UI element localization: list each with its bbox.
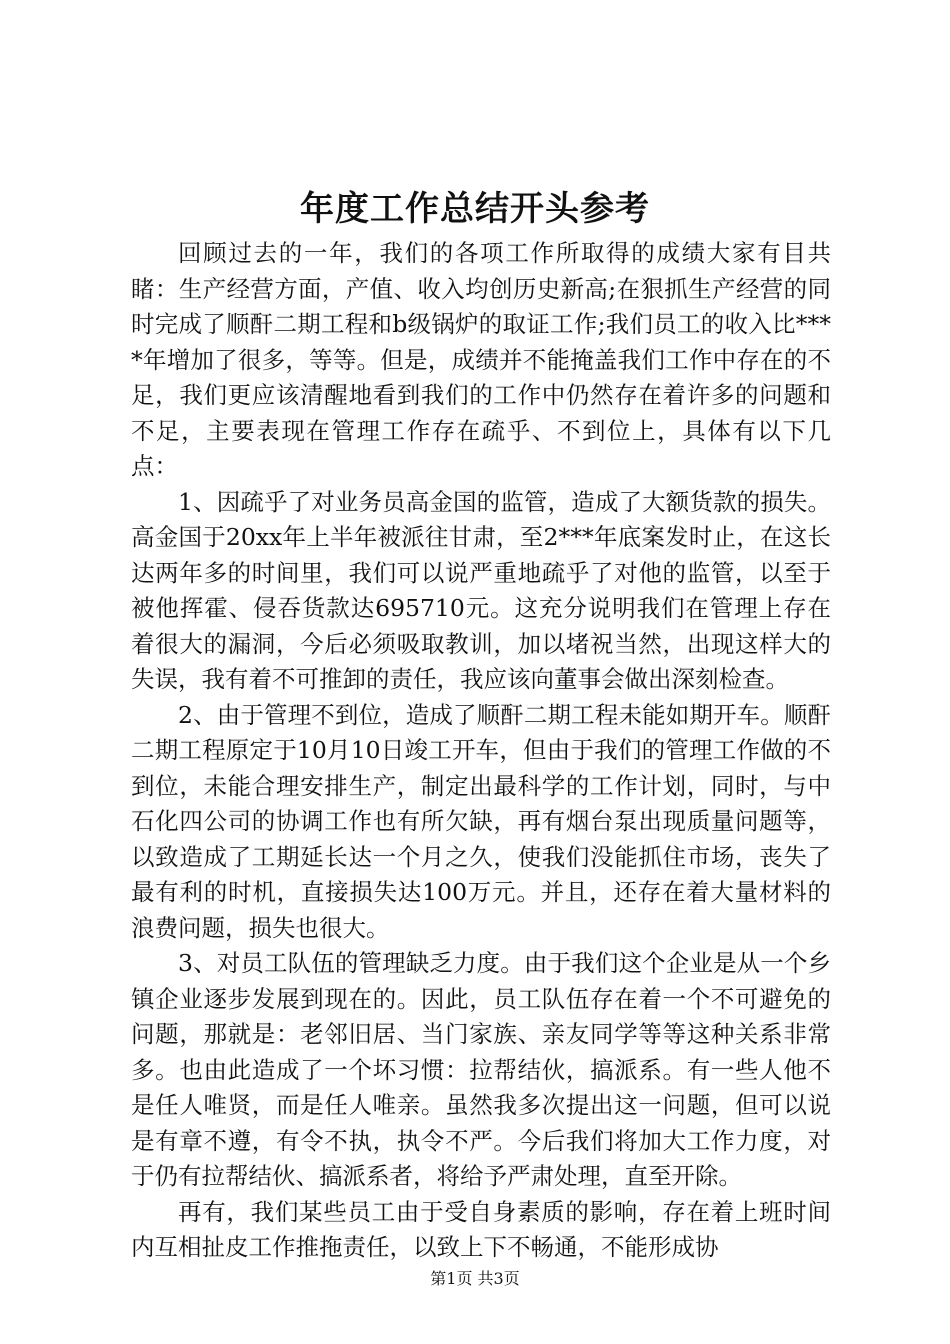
paragraph-point-3: 3、对员工队伍的管理缺乏力度。由于我们这个企业是从一个乡镇企业逐步发展到现在的。因此，员工队伍存在着一个不可避免的问题，那就是：老邻旧居、当门家族、亲友同学等等这种关系非常多。也由此造成了一个坏习惯：拉帮结伙，搞派系。有一些人他不是任人唯贤，而是任人唯亲。虽然我多次提出这一问题，但可以说是有章不遵，有令不执，执令不严。今后我们将加大工作力度，对于仍有拉帮结伙、搞派系者，将给予严肃处理，直至开除。 bbox=[131, 949, 831, 1190]
paragraph-point-2: 2、由于管理不到位，造成了顺酐二期工程未能如期开车。顺酐二期工程原定于10月10日竣工开车，但由于我们的管理工作做的不到位，未能合理安排生产，制定出最科学的工作计划，同时，与中石化四公司的协调工作也有所欠缺，再有烟台泵出现质量问题等，以致造成了工期延长达一个月之久，使我们没能抓住市场，丧失了最有利的时机，直接损失达100万元。并且，还存在着大量材料的浪费问题，损失也很大。 bbox=[131, 700, 831, 942]
paragraph-point-1: 1、因疏乎了对业务员高金国的监管，造成了大额货款的损失。高金国于20xx年上半年被派往甘肃，至2***年底案发时止，在这长达两年多的时间里，我们可以说严重地疏乎了对他的监管，以至于被他挥霍、侵吞货款达695710元。这充分说明我们在管理上存在着很大的漏洞，今后必须吸取教训，加以堵祝当然，出现这样大的失误，我有着不可推卸的责任，我应该向董事会做出深刻检查。 bbox=[131, 487, 831, 693]
document-title: 年度工作总结开头参考 bbox=[300, 189, 650, 229]
page-number-footer: 第1页 共3页 bbox=[430, 1269, 520, 1288]
paragraph-additional: 再有，我们某些员工由于受自身素质的影响，存在着上班时间内互相扯皮工作推拖责任，以致上下不畅通，不能形成协 bbox=[131, 1197, 831, 1261]
document-body bbox=[131, 236, 831, 1266]
paragraph-intro: 回顾过去的一年，我们的各项工作所取得的成绩大家有目共睹：生产经营方面，产值、收入均创历史新高;在狠抓生产经营的同时完成了顺酐二期工程和b级锅炉的取证工作;我们员工的收入比****年增加了很多，等等。但是，成绩并不能掩盖我们工作中存在的不足，我们更应该清醒地看到我们的工作中仍然存在着许多的问题和不足，主要表现在管理工作存在疏乎、不到位上，具体有以下几点： bbox=[131, 239, 831, 480]
